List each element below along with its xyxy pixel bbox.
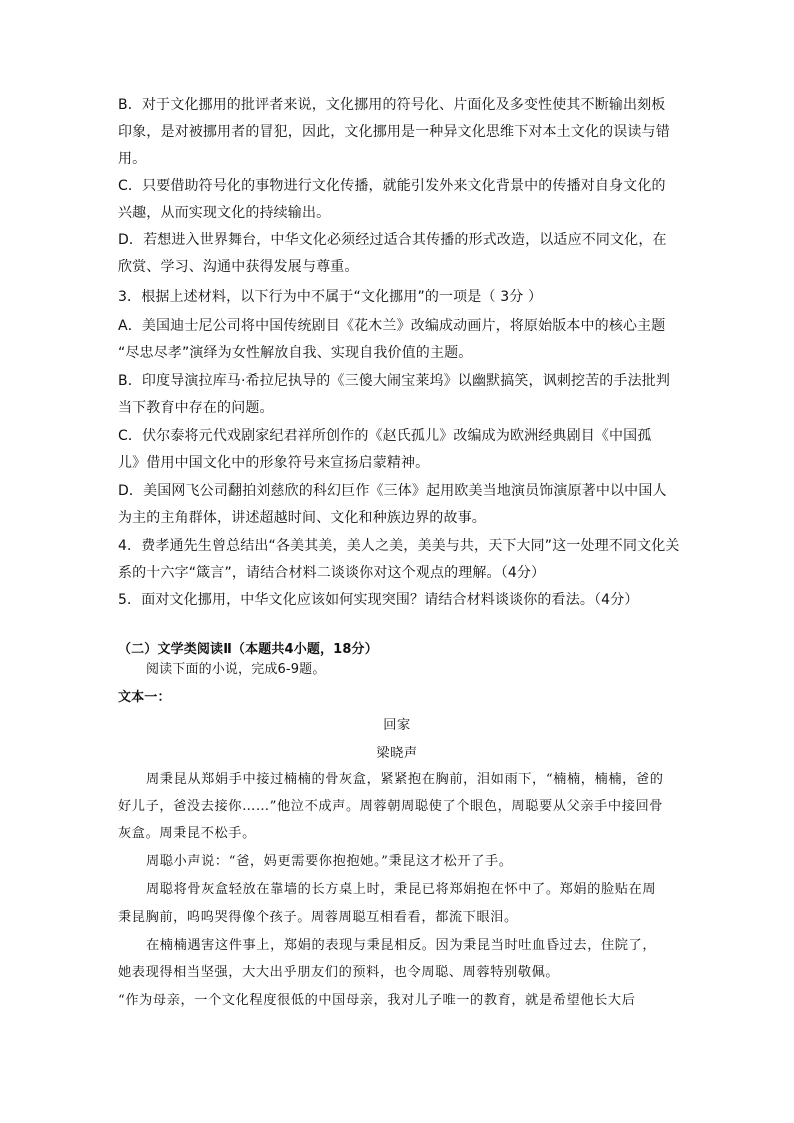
q4-line2: 系的十六字“箴言”，请结合材料二谈谈你对这个观点的理解。（4分） xyxy=(118,565,546,581)
q2-option-b-line1: B．对于文化挪用的批评者来说，文化挪用的符号化、片面化及多变性使其不断输出刻板 xyxy=(118,97,666,113)
story-paragraph-line: “作为母亲，一个文化程度很低的中国母亲，我对儿子唯一的教育，就是希望他长大后 xyxy=(118,993,636,1008)
q2-option-b-line2: 印象，是对被挪用者的冒犯，因此，文化挪用是一种异文化思维下对本土文化的误读与错 xyxy=(118,124,670,140)
q3-option-d-line2: 为主的主角群体，讲述超越时间、文化和种族边界的故事。 xyxy=(118,510,486,526)
q3-option-b-line2: 当下教育中存在的问题。 xyxy=(118,400,274,416)
story-paragraph-line: 周聪小声说：“爸，妈更需要你抱抱她。”秉昆这才松开了手。 xyxy=(146,854,513,869)
story-paragraph-line: 在楠楠遇害这件事上，郑娟的表现与秉昆相反。因为秉昆当时吐血昏过去，住院了， xyxy=(146,938,657,953)
story-paragraph-line: 好儿子，爸没去接你……”他泣不成声。周蓉朝周聪使了个眼色，周聪要从父亲手中接回骨 xyxy=(118,799,664,814)
q2-option-c-line2: 兴趣，从而实现文化的持续输出。 xyxy=(118,205,331,221)
story-author: 梁晓声 xyxy=(376,746,418,761)
story-title: 回家 xyxy=(383,718,411,733)
q3-option-c-line1: C．伏尔泰将元代戏剧家纪君祥所创作的《赵氏孤儿》改编成为欧洲经典剧目《中国孤 xyxy=(118,428,652,444)
q2-option-d-line1: D．若想进入世界舞台，中华文化必须经过适合其传播的形式改造，以适应不同文化，在 xyxy=(118,232,667,248)
q4-line1: 4．费孝通先生曾总结出“各美其美，美人之美，美美与共，天下大同”这一处理不同文化关 xyxy=(118,538,680,554)
q3-option-a-line1: A．美国迪士尼公司将中国传统剧目《花木兰》改编成动画片，将原始版本中的核心主题 xyxy=(118,318,666,334)
story-paragraph-line: 她表现得相当坚强，大大出乎朋友们的预料，也令周聪、周蓉特别敬佩。 xyxy=(118,965,560,980)
q3-option-d-line1: D．美国网飞公司翻拍刘慈欣的科幻巨作《三体》起用欧美当地演员饰演原著中以中国人 xyxy=(118,483,667,499)
q2-option-d-line2: 欣赏、学习、沟通中获得发展与尊重。 xyxy=(118,259,359,275)
story-paragraph-line: 周聪将骨灰盒轻放在靠墙的长方桌上时，秉昆已将郑娟抱在怀中了。郑娟的脸贴在周 xyxy=(146,882,657,897)
story-paragraph-line: 灰盒。周秉昆不松手。 xyxy=(118,826,256,841)
story-paragraph-line: 周秉昆从郑娟手中接过楠楠的骨灰盒，紧紧抱在胸前，泪如雨下，“楠楠，楠楠，爸的 xyxy=(146,772,664,787)
section-heading: （二）文学类阅读Ⅱ（本题共4小题，18分） xyxy=(118,642,378,657)
q3-option-a-line2: “尽忠尽孝”演绎为女性解放自我、实现自我价值的主题。 xyxy=(118,345,473,361)
q3-option-b-line1: B．印度导演拉库马·希拉尼执导的《三傻大闹宝莱坞》以幽默搞笑，讽刺挖苦的手法批判 xyxy=(118,373,671,389)
text-label: 文本一： xyxy=(118,690,171,705)
q2-option-b-line3: 用。 xyxy=(118,151,147,167)
q3-stem: 3．根据上述材料，以下行为中不属于“文化挪用”的一项是（ 3分 ） xyxy=(118,289,543,305)
section-instruction: 阅读下面的小说，完成6-9题。 xyxy=(146,662,326,677)
q3-option-c-line2: 儿》借用中国文化中的形象符号来宣扬启蒙精神。 xyxy=(118,455,430,471)
q5-line: 5．面对文化挪用，中华文化应该如何实现突围？请结合材料谈谈你的看法。（4分） xyxy=(118,592,639,608)
q2-option-c-line1: C．只要借助符号化的事物进行文化传播，就能引发外来文化背景中的传播对自身文化的 xyxy=(118,178,666,194)
story-paragraph-line: 秉昆胸前，呜呜哭得像个孩子。周蓉周聪互相看看，都流下眼泪。 xyxy=(118,910,518,925)
